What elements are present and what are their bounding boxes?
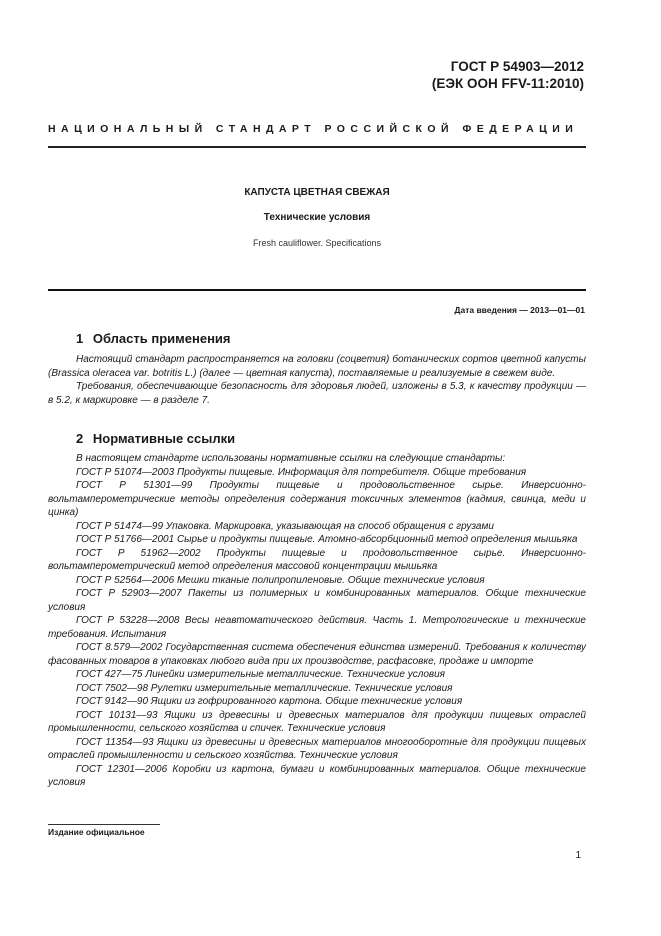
standard-code-alt: (ЕЭК ООН FFV-11:2010)	[431, 76, 584, 91]
reference-item: ГОСТ Р 51766—2001 Сырье и продукты пищевые. Атомно-абсорбционный метод определения мышьяка	[76, 534, 578, 545]
document-subtitle: Технические условия	[263, 212, 371, 223]
standard-code: ГОСТ Р 54903—2012	[450, 59, 584, 74]
reference-item: ГОСТ 10131—93 Ящики из древесины и древесных материалов для продукции пищевых отраслей промышленности, сельского хозяйства и спичек. Технические условия	[48, 709, 586, 734]
header-divider	[48, 146, 586, 148]
section-number: 1	[76, 331, 84, 346]
reference-item: ГОСТ Р 52564—2006 Мешки тканые полипропиленовые. Общие технические условия	[76, 574, 485, 586]
paragraph: Требования, обеспечивающие безопасность для здоровья людей, изложены в 5.3, к качеству продукции — в 5.2, к маркировке — в разделе 7.	[48, 381, 586, 406]
english-title: Fresh cauliflower. Specifications	[252, 238, 382, 248]
section-number: 2	[76, 431, 84, 446]
section-title: Нормативные ссылки	[92, 431, 236, 446]
footer-divider	[48, 824, 160, 825]
edition-label: Издание официальное	[48, 827, 145, 837]
section-title: Область применения	[92, 331, 231, 346]
reference-item: ГОСТ 7502—98 Рулетки измерительные металлические. Технические условия	[76, 682, 453, 694]
reference-item: ГОСТ 427—75 Линейки измерительные металлические. Технические условия	[76, 669, 446, 680]
reference-item: ГОСТ Р 53228—2008 Весы неавтоматического действия. Часть 1. Метрологические и технические требования. Испытания	[48, 615, 586, 640]
section-1-body	[48, 353, 586, 407]
section-2-heading	[76, 431, 235, 446]
reference-item: ГОСТ 9142—90 Ящики из гофрированного картона. Общие технические условия	[76, 696, 463, 707]
national-standard-title: НАЦИОНАЛЬНЫЙ СТАНДАРТ РОССИЙСКОЙ ФЕДЕРАЦИИ	[48, 123, 579, 135]
reference-item: ГОСТ Р 51962—2002 Продукты пищевые и продовольственное сырье. Инверсионно-вольтамперометрический метод определения массовой концентрации мышьяка	[48, 547, 586, 572]
reference-item: ГОСТ Р 51301—99 Продукты пищевые и продовольственное сырье. Инверсионно-вольтамперометрические методы определения содержания токсичных элементов (кадмия, свинца, меди и цинка)	[48, 480, 586, 518]
reference-item: ГОСТ Р 52903—2007 Пакеты из полимерных и комбинированных материалов. Общие технические условия	[48, 588, 586, 613]
title-divider	[48, 289, 586, 291]
reference-item: ГОСТ Р 51474—99 Упаковка. Маркировка, указывающая на способ обращения с грузами	[76, 520, 494, 532]
document-title: КАПУСТА ЦВЕТНАЯ СВЕЖАЯ	[244, 187, 390, 198]
introduction-date: Дата введения — 2013—01—01	[454, 305, 585, 315]
reference-item: ГОСТ 8.579—2002 Государственная система обеспечения единства измерений. Требования к количеству фасованных товаров в упаковках любого вида при их производстве, расфасовке, продаже и импорте	[48, 642, 586, 667]
section-1-heading	[76, 331, 231, 346]
page-number: 1	[575, 850, 581, 861]
paragraph: В настоящем стандарте использованы нормативные ссылки на следующие стандарты:	[76, 453, 506, 464]
section-2-body	[48, 452, 586, 790]
paragraph: Настоящий стандарт распространяется на головки (соцветия) ботанических сортов цветной капусты (Brassica oleracea var. botritis L.) (далее — цветная капуста), поставляемые и реализуемые в свежем виде.	[48, 354, 586, 379]
reference-item: ГОСТ 11354—93 Ящики из древесины и древесных материалов многооборотные для продукции пищевых отраслей промышленности и сельского хозяйства. Технические условия	[48, 736, 586, 761]
reference-item: ГОСТ Р 51074—2003 Продукты пищевые. Информация для потребителя. Общие требования	[76, 466, 527, 478]
standard-code-block	[432, 58, 584, 92]
reference-item: ГОСТ 12301—2006 Коробки из картона, бумаги и комбинированных материалов. Общие технические условия	[48, 763, 586, 788]
